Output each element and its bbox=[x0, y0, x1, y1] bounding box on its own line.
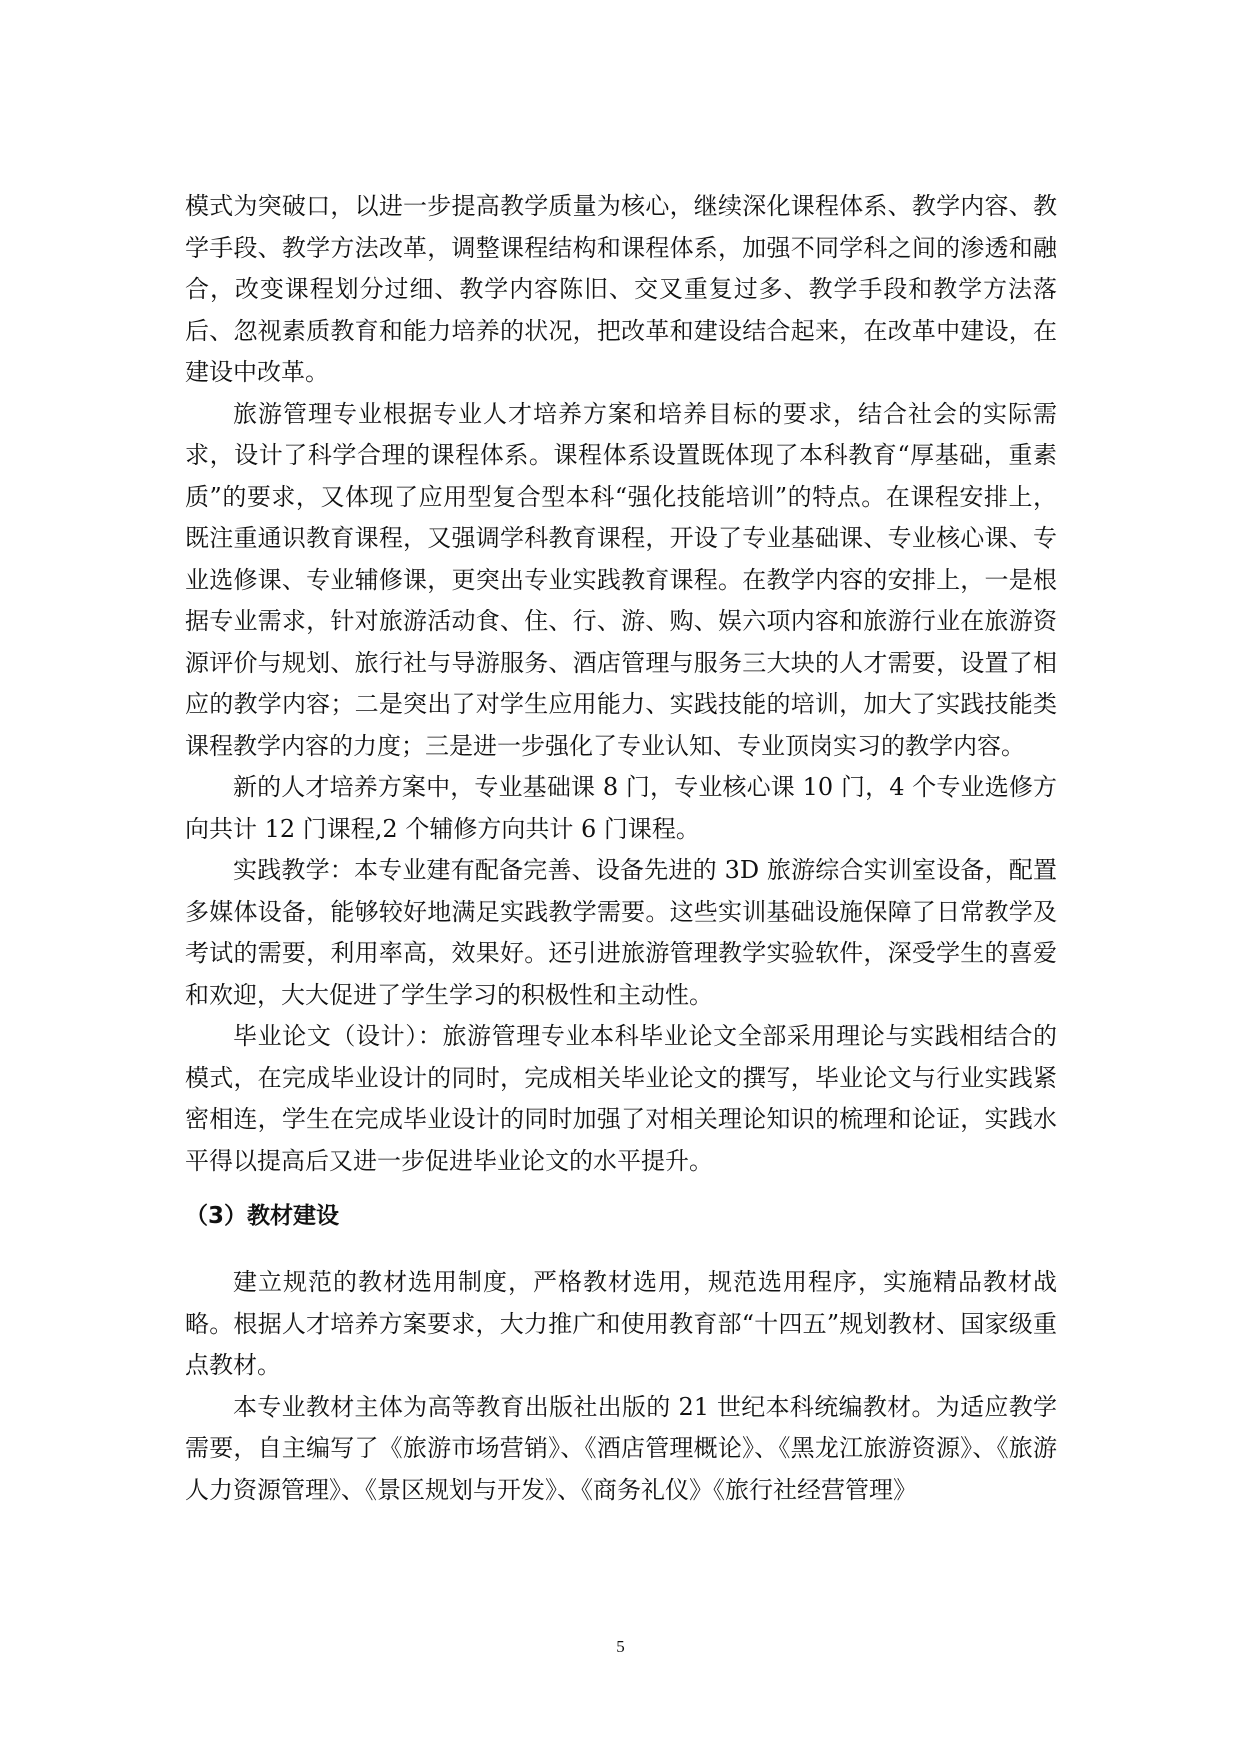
page-number: 5 bbox=[616, 1637, 625, 1656]
paragraph-practical-teaching: 实践教学：本专业建有配备完善、设备先进的 3D 旅游综合实训室设备，配置多媒体设备，能够较好地满足实践教学需要。这些实训基础设施保障了日常教学及考试的需要，利用率高，效果好。还引进旅游管理教学实验软件，深受学生的喜爱和欢迎，大大促进了学生学习的积极性和主动性。 bbox=[185, 856, 1057, 1009]
paragraph-graduation-thesis: 毕业论文（设计）：旅游管理专业本科毕业论文全部采用理论与实践相结合的模式，在完成毕业设计的同时，完成相关毕业论文的撰写，毕业论文与行业实践紧密相连，学生在完成毕业设计的同时加强了对相关理论知识的梳理和论证，实践水平得以提高后又进一步促进毕业论文的水平提升。 bbox=[185, 1022, 1057, 1175]
paragraph-continuation: 模式为突破口，以进一步提高教学质量为核心，继续深化课程体系、教学内容、教学手段、教学方法改革，调整课程结构和课程体系，加强不同学科之间的渗透和融合，改变课程划分过细、教学内容陈旧、交叉重复过多、教学手段和教学方法落后、忽视素质教育和能力培养的状况，把改革和建设结合起来，在改革中建设，在建设中改革。 bbox=[185, 192, 1057, 386]
section-heading-textbook: （3）教材建设 bbox=[185, 1203, 340, 1229]
paragraph-textbook-compilation: 本专业教材主体为高等教育出版社出版的 21 世纪本科统编教材。为适应教学需要，自主编写了《旅游市场营销》、《酒店管理概论》、《黑龙江旅游资源》、《旅游人力资源管理》、《景区规划与开发》、《商务礼仪》《旅行社经营管理》 bbox=[185, 1392, 1057, 1504]
document-body bbox=[185, 186, 1057, 1511]
paragraph-textbook-selection: 建立规范的教材选用制度，严格教材选用，规范选用程序，实施精品教材战略。根据人才培养方案要求，大力推广和使用教育部“十四五”规划教材、国家级重点教材。 bbox=[185, 1268, 1057, 1379]
paragraph-course-counts: 新的人才培养方案中，专业基础课 8 门，专业核心课 10 门，4 个专业选修方向共计 12 门课程,2 个辅修方向共计 6 门课程。 bbox=[185, 773, 1057, 843]
paragraph-curriculum-system: 旅游管理专业根据专业人才培养方案和培养目标的要求，结合社会的实际需求，设计了科学合理的课程体系。课程体系设置既体现了本科教育“厚基础，重素质”的要求，又体现了应用型复合型本科“强化技能培训”的特点。在课程安排上，既注重通识教育课程，又强调学科教育课程，开设了专业基础课、专业核心课、专业选修课、专业辅修课，更突出专业实践教育课程。在教学内容的安排上，一是根据专业需求，针对旅游活动食、住、行、游、购、娱六项内容和旅游行业在旅游资源评价与规划、旅行社与导游服务、酒店管理与服务三大块的人才需要，设置了相应的教学内容；二是突出了对学生应用能力、实践技能的培训，加大了实践技能类课程教学内容的力度；三是进一步强化了专业认知、专业顶岗实习的教学内容。 bbox=[185, 399, 1057, 760]
